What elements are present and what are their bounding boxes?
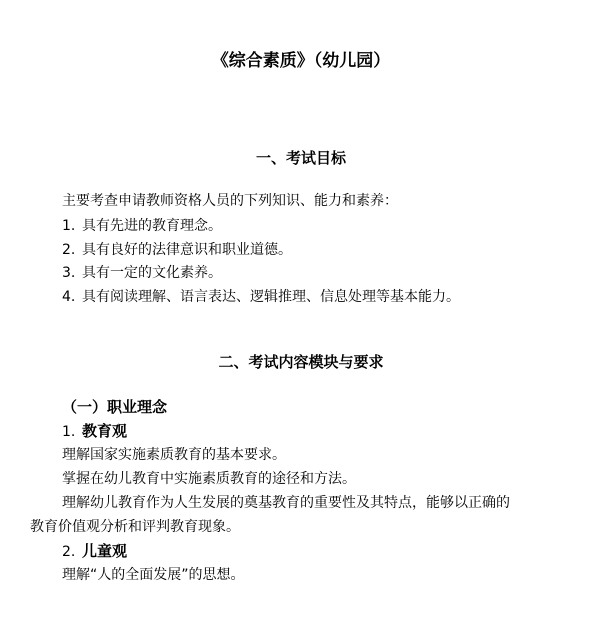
item-text: 具有一定的文化素养。 [82,265,222,281]
paragraph-line: 理解国家实施素质教育的基本要求。 [62,447,286,463]
item-number: 2. [62,242,76,258]
part-heading-professional-philosophy: （一）职业理念 [62,398,168,416]
subsection-number: 2. [62,544,76,560]
objective-item [62,263,222,283]
document-title: 《综合素质》（幼儿园） [211,51,391,71]
item-text: 具有阅读理解、语言表达、逻辑推理、信息处理等基本能力。 [82,289,460,305]
item-text: 具有先进的教育理念。 [82,218,222,234]
item-number: 4. [62,289,76,305]
subsection-title [62,541,127,562]
subsection-title-text: 教育观 [82,422,128,440]
paragraph-line: 教育价值观分析和评判教育现象。 [30,519,240,535]
section-heading-content-modules: 二、考试内容模块与要求 [218,353,384,371]
subsection-title-text: 儿童观 [82,542,128,560]
item-number: 3. [62,265,76,281]
item-number: 1. [62,218,76,234]
item-text: 具有良好的法律意识和职业道德。 [82,242,292,258]
subsection-number: 1. [62,424,76,440]
objective-item [62,216,222,236]
objective-item [62,287,460,307]
subsection-title [62,421,127,442]
paragraph-line: 理解“人的全面发展”的思想。 [62,567,245,583]
section-heading-exam-objectives: 一、考试目标 [255,149,346,167]
paragraph-line: 理解幼儿教育作为人生发展的奠基教育的重要性及其特点，能够以正确的 [62,495,510,511]
paragraph-line: 掌握在幼儿教育中实施素质教育的途径和方法。 [62,471,356,487]
section-intro: 主要考查申请教师资格人员的下列知识、能力和素养： [62,193,398,209]
objective-item [62,240,292,260]
